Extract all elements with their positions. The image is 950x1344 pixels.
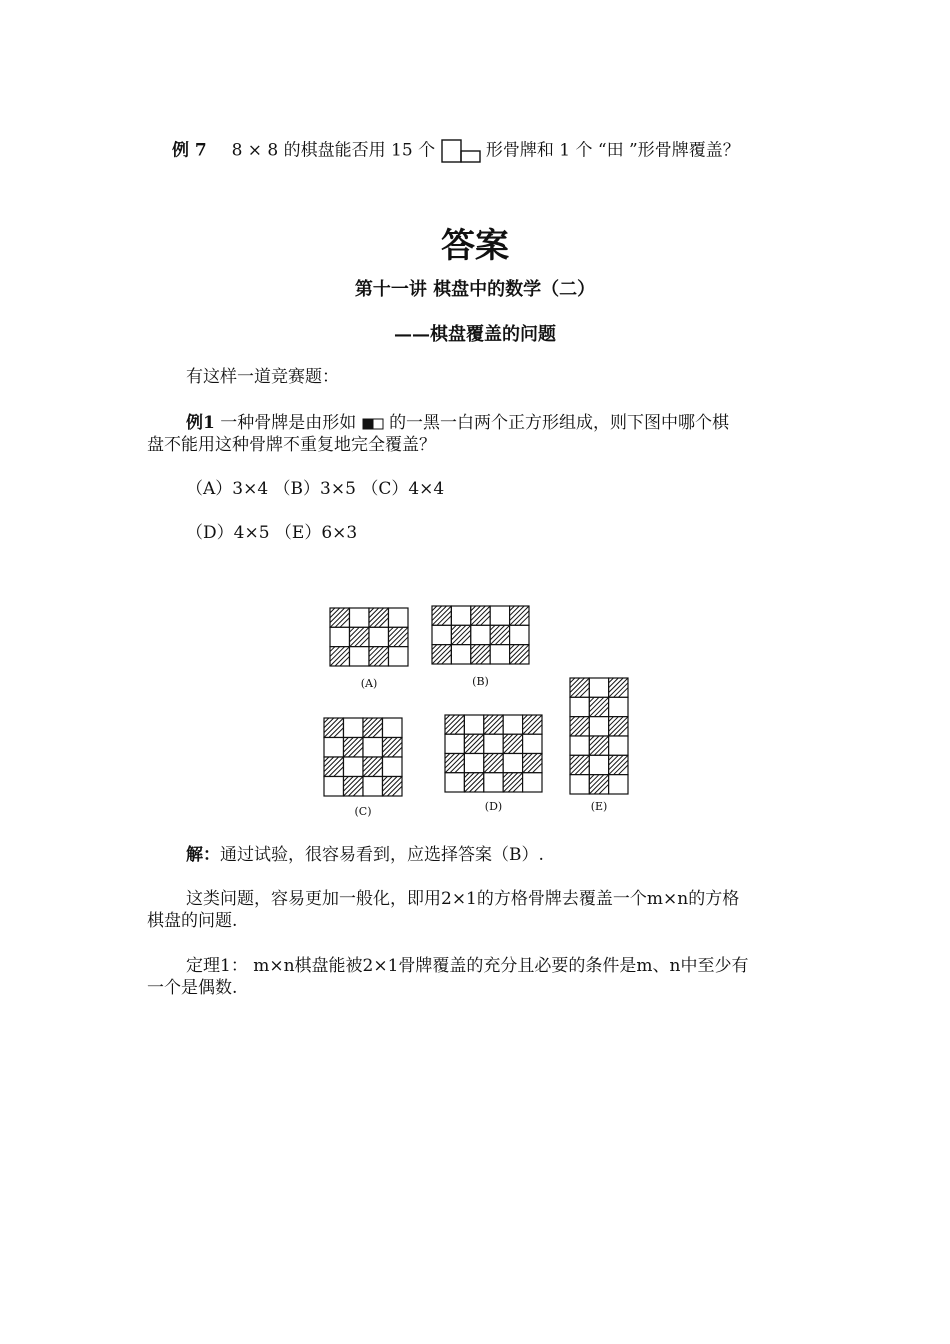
white-cell [389, 608, 409, 627]
example1-label: 例1 [186, 413, 215, 433]
white-cell [503, 715, 522, 734]
theorem-line2: 一个是偶数. [147, 978, 238, 998]
board-c-caption: (C) [354, 805, 372, 818]
white-cell [589, 717, 608, 736]
solution-label: 解： [186, 845, 220, 865]
white-cell [484, 734, 503, 753]
board-b [432, 606, 529, 664]
generalize-line1: 这类问题，容易更加一般化，即用2×1的方格骨牌去覆盖一个m×n的方格 [186, 889, 740, 909]
white-cell [330, 627, 350, 646]
solution-text: 通过试验，很容易看到，应选择答案（B）. [220, 845, 544, 865]
board-e [570, 678, 628, 794]
board-a [330, 608, 408, 666]
answer-title: 答案 [441, 226, 509, 266]
white-cell [490, 645, 509, 664]
example1-text-a: 一种骨牌是由形如 [220, 413, 357, 433]
board-d [445, 715, 542, 792]
white-cell [490, 606, 509, 625]
white-cell [510, 625, 529, 644]
generalize-line2: 棋盘的问题. [147, 911, 238, 931]
black-white-domino-icon [362, 418, 384, 430]
white-cell [570, 775, 589, 794]
white-cell [363, 738, 383, 758]
white-cell [350, 608, 370, 627]
example1-text-b: 的一黑一白两个正方形组成，则下图中哪个棋 [389, 413, 730, 433]
domino-shape-icon [441, 138, 481, 164]
intro-text: 有这样一道竞赛题： [186, 367, 339, 387]
white-cell [344, 718, 364, 738]
board-b-caption: (B) [472, 675, 489, 688]
white-cell [383, 718, 403, 738]
example7-label: 例 7 [172, 140, 207, 161]
white-cell [369, 627, 389, 646]
white-cell [609, 775, 628, 794]
white-cell [324, 738, 344, 758]
white-cell [484, 773, 503, 792]
white-cell [383, 757, 403, 777]
lecture-subtitle: ——棋盘覆盖的问题 [394, 324, 556, 345]
options-line2: （D）4×5 （E）6×3 [186, 523, 358, 543]
white-cell [389, 647, 409, 666]
lecture-title: 第十一讲 棋盘中的数学（二） [354, 279, 596, 300]
example1-line2: 盘不能用这种骨牌不重复地完全覆盖？ [147, 435, 436, 455]
white-cell [570, 697, 589, 716]
white-cell [464, 754, 483, 773]
options-line1: （A）3×4 （B）3×5 （C）4×4 [186, 479, 445, 499]
example7-text-b: 形骨牌和 1 个 “田 ”形骨牌覆盖？ [485, 140, 740, 161]
white-cell [324, 777, 344, 797]
board-d-caption: (D) [484, 800, 503, 813]
example7-line [172, 138, 740, 164]
white-cell [503, 754, 522, 773]
white-cell [432, 625, 451, 644]
white-cell [523, 773, 542, 792]
white-cell [344, 757, 364, 777]
board-a-caption: (A) [360, 677, 378, 690]
white-cell [589, 755, 608, 774]
board-e-caption: (E) [590, 800, 608, 813]
solution-line [186, 844, 544, 866]
white-cell [451, 645, 470, 664]
white-cell [609, 697, 628, 716]
white-cell [471, 625, 490, 644]
theorem-line1: 定理1： m×n棋盘能被2×1骨牌覆盖的充分且必要的条件是m、n中至少有 [186, 956, 749, 976]
white-cell [363, 777, 383, 797]
white-cell [523, 734, 542, 753]
example1-line1 [186, 412, 729, 434]
white-cell [350, 647, 370, 666]
white-cell [570, 736, 589, 755]
white-cell [464, 715, 483, 734]
white-cell [609, 736, 628, 755]
white-cell [589, 678, 608, 697]
white-cell [445, 773, 464, 792]
board-c [324, 718, 402, 796]
white-cell [445, 734, 464, 753]
example7-text-a: 8 × 8 的棋盘能否用 15 个 [231, 140, 436, 161]
white-cell [451, 606, 470, 625]
